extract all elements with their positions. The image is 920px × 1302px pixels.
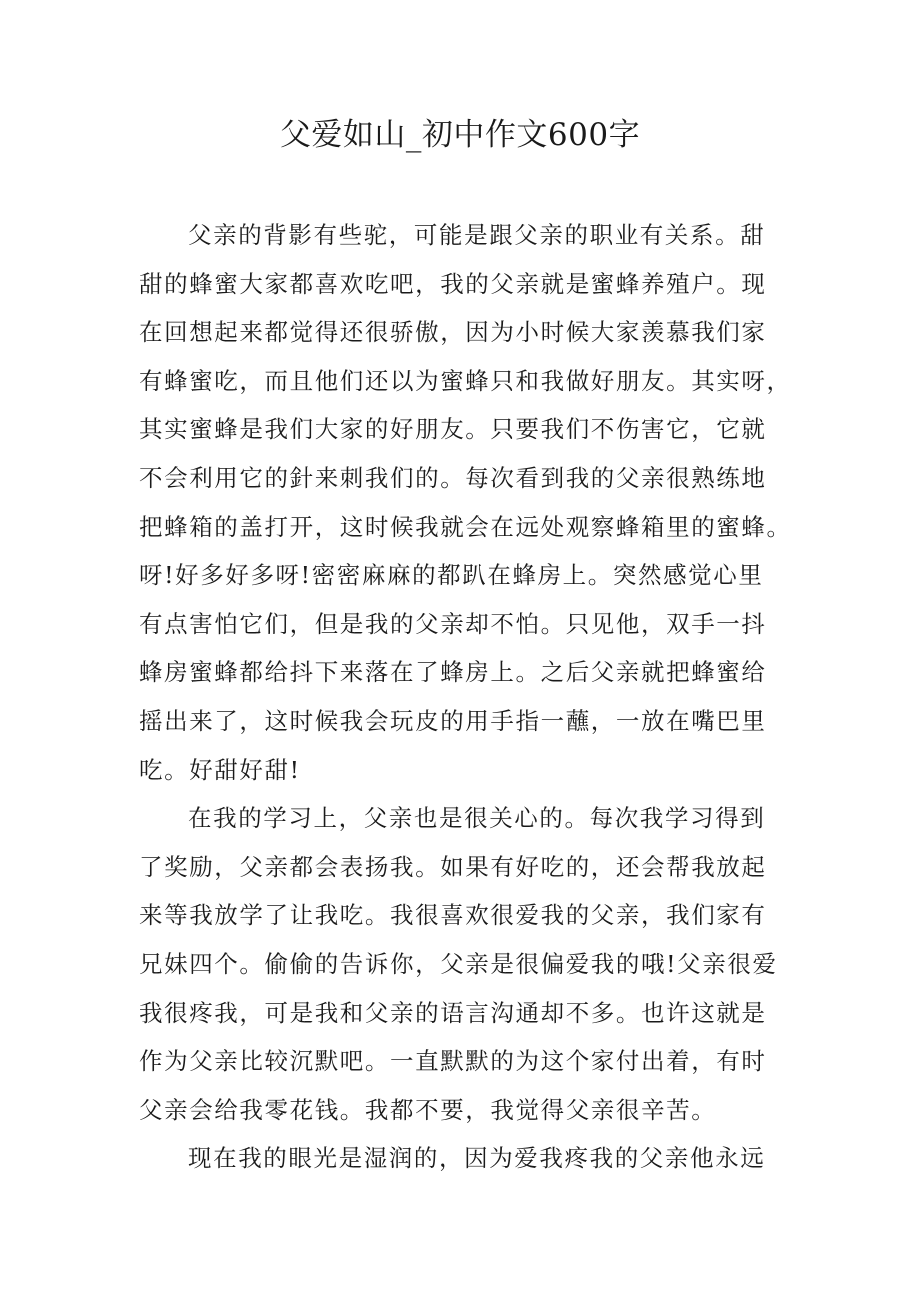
paragraph-2-line: 我很疼我，可是我和父亲的语言沟通却不多。也许这就是 [139,998,767,1027]
paragraph-2-line: 了奖励，父亲都会表扬我。如果有好吃的，还会帮我放起 [139,852,767,881]
paragraph-1-line: 父亲的背影有些驼，可能是跟父亲的职业有关系。甜 [188,221,766,249]
document-title: 父爱如山_初中作文600字 [279,117,641,153]
paragraph-2-line: 作为父亲比较沉默吧。一直默默的为这个家付出着，有时 [139,1047,767,1076]
paragraph-1-line: 不会利用它的針来刺我们的。每次看到我的父亲很熟练地 [139,463,767,492]
paragraph-1-line: 呀!好多好多呀!密密麻麻的都趴在蜂房上。突然感觉心里 [139,561,764,590]
paragraph-1-line: 有蜂蜜吃，而且他们还以为蜜蜂只和我做好朋友。其实呀， [139,366,792,395]
paragraph-1-line: 有点害怕它们，但是我的父亲却不怕。只见他，双手一抖 [139,609,767,638]
paragraph-3-line: 现在我的眼光是湿润的，因为爱我疼我的父亲他永远 [188,1144,766,1173]
paragraph-1-line: 在回想起来都觉得还很骄傲，因为小时候大家羡慕我们家 [139,318,767,347]
paragraph-1-line: 蜂房蜜蜂都给抖下来落在了蜂房上。之后父亲就把蜂蜜给 [139,658,767,687]
paragraph-1-line: 吃。好甜好甜! [139,755,301,784]
article-body [139,211,792,1183]
paragraph-1-line: 摇出来了，这时候我会玩皮的用手指一蘸，一放在嘴巴里 [139,706,767,735]
paragraph-1-line: 把蜂箱的盖打开，这时候我就会在远处观察蜂箱里的蜜蜂。 [139,512,792,541]
paragraph-1-line: 甜的蜂蜜大家都喜欢吃吧，我的父亲就是蜜蜂养殖户。现 [139,269,767,298]
paragraph-2-line: 父亲会给我零花钱。我都不要，我觉得父亲很辛苦。 [139,1095,717,1124]
paragraph-2-line: 在我的学习上，父亲也是很关心的。每次我学习得到 [188,804,766,833]
paragraph-1-line: 其实蜜蜂是我们大家的好朋友。只要我们不伤害它，它就 [139,415,767,444]
paragraph-2-line: 兄妹四个。偷偷的告诉你，父亲是很偏爱我的哦!父亲很爱 [139,949,778,978]
paragraph-2-line: 来等我放学了让我吃。我很喜欢很爱我的父亲，我们家有 [139,901,767,930]
